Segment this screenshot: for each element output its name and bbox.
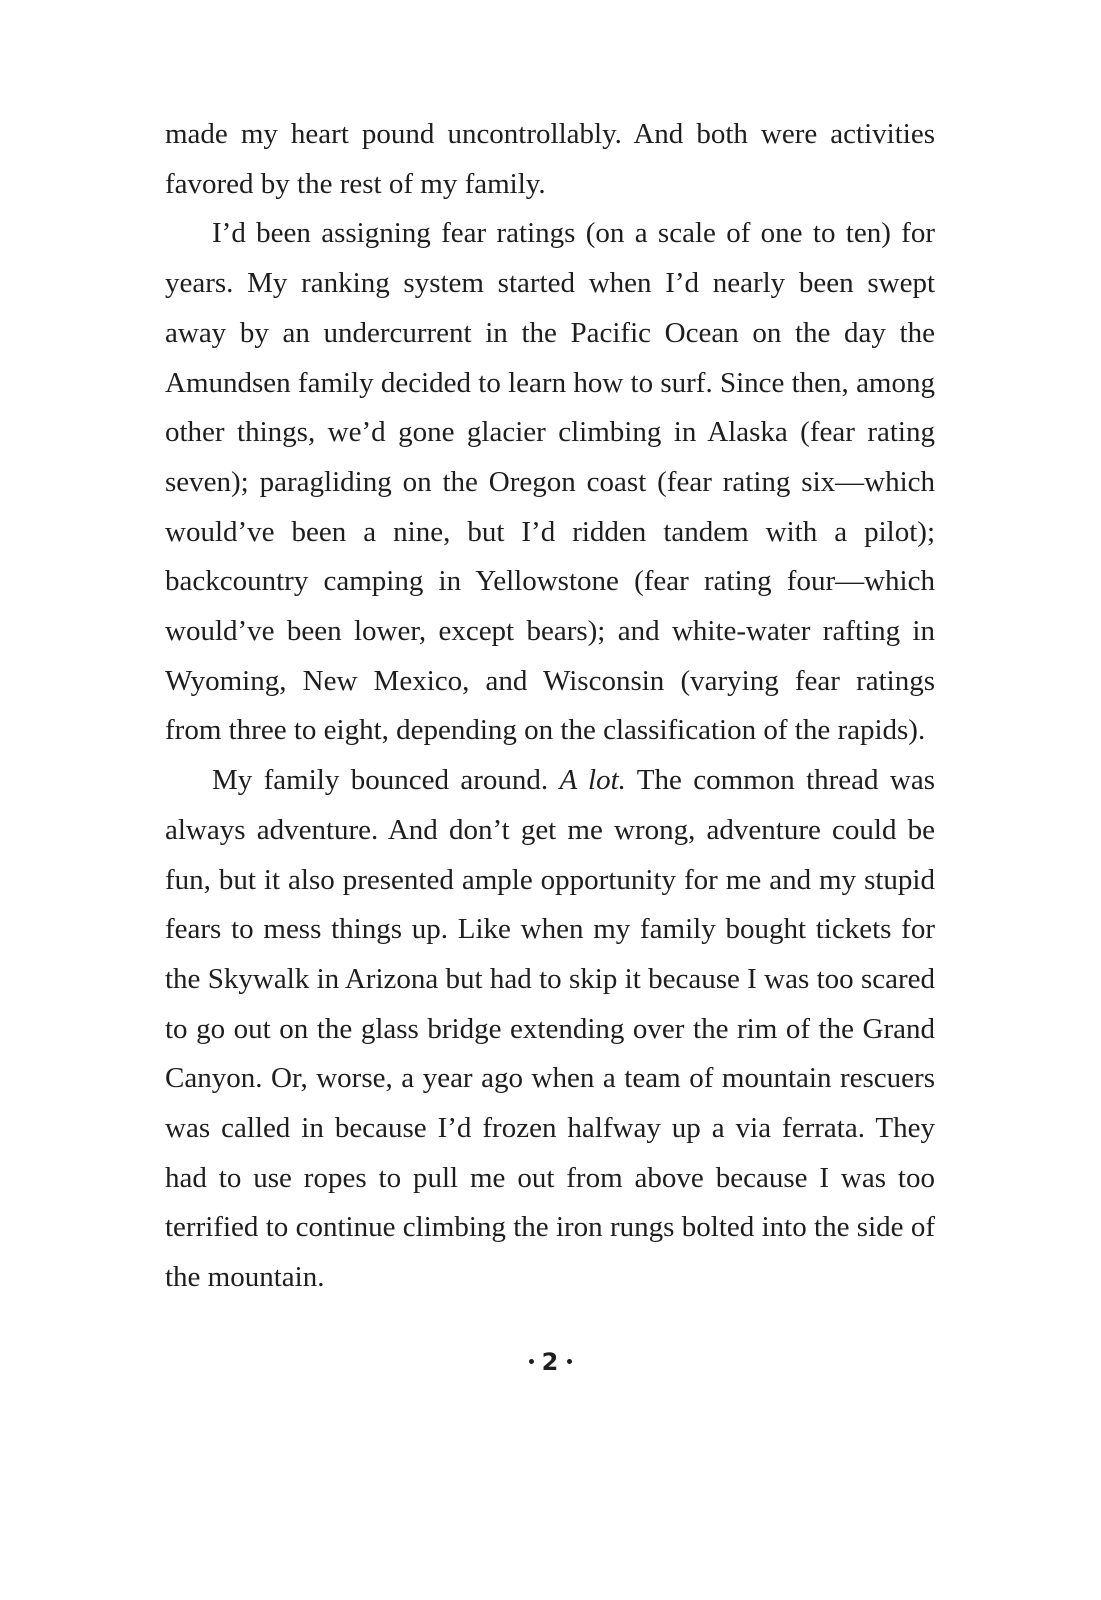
page-number-left-dot bbox=[529, 1359, 534, 1364]
page-number-value: 2 bbox=[541, 1348, 560, 1376]
paragraph-adventure-start: My family bounced around. bbox=[212, 764, 560, 797]
paragraph-fear-ratings: I’d been assigning fear ratings (on a scale of one to ten) for years. My ranking system started when I’d nearly been swept away by an undercurrent in the Pacific Ocean on the day the Amundsen family decided to learn how to surf. Since then, among other things, we’d gone glacier climbing in Alaska (fear rating seven); paragliding on the Oregon coast (fear rating six—which would’ve been a nine, but I’d ridden tandem with a pilot); backcountry camping in Yellowstone (fear rating four—which would’ve been lower, except bears); and white-water rafting in Wyoming, New Mexico, and Wisconsin (varying fear ratings from three to eight, depending on the classification of the rapids). bbox=[165, 217, 935, 747]
paragraph-adventure bbox=[165, 756, 935, 1303]
paragraph-adventure-rest: The common thread was always adventure. And don’t get me wrong, adventure could be fun, but it also presented ample opportunity for me and my stupid fears to mess things up. Like when my family bought tickets for the Skywalk in Arizona but had to skip it because I was too scared to go out on the glass bridge extending over the rim of the Grand Canyon. Or, worse, a year ago when a team of mountain rescuers was called in because I’d frozen halfway up a via ferrata. They had to use ropes to pull me out from above because I was too terrified to continue climbing the iron rungs bolted into the side of the mountain. bbox=[165, 764, 935, 1294]
page-number bbox=[0, 1348, 1101, 1376]
paragraph-adventure-emphasis: A lot. bbox=[559, 764, 626, 797]
body-text bbox=[165, 110, 935, 1303]
paragraph-continuation: made my heart pound uncontrollably. And both were activities favored by the rest of my family. bbox=[165, 118, 935, 200]
page-number-right-dot bbox=[567, 1359, 572, 1364]
